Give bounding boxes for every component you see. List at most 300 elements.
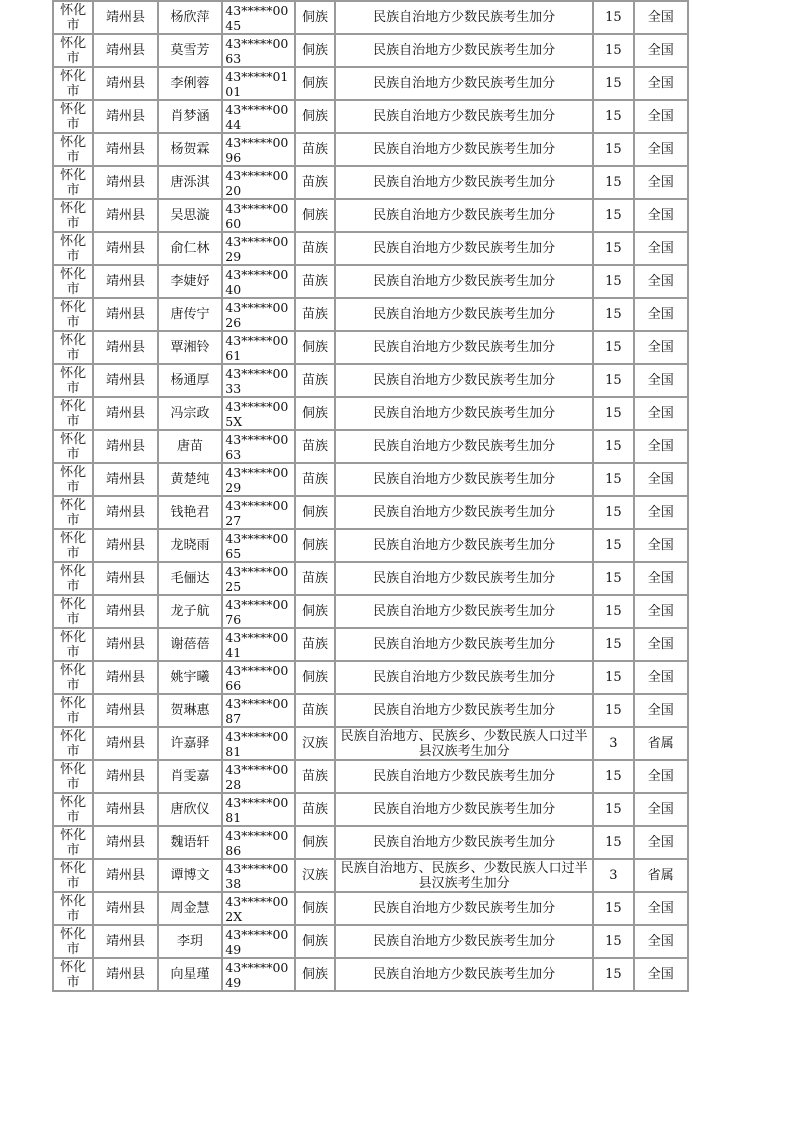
bonus-reason-cell: 民族自治地方少数民族考生加分 [336,365,592,396]
bonus-reason-cell: 民族自治地方少数民族考生加分 [336,101,592,132]
roster-table [52,0,689,992]
id-number-text: 43*****0081 [225,794,289,825]
bonus-points-cell: 15 [594,431,632,462]
city-cell: 怀化市 [54,860,92,891]
name-cell: 覃湘铃 [159,332,222,363]
id-number-text: 43*****0086 [225,827,289,858]
table-row [54,101,687,132]
city-cell: 怀化市 [54,101,92,132]
ethnicity-cell: 苗族 [296,761,334,792]
id-number-cell [223,332,294,363]
bonus-reason-cell: 民族自治地方少数民族考生加分 [336,134,592,165]
id-number-text: 43*****0020 [225,167,289,198]
name-cell: 毛俪达 [159,563,222,594]
bonus-reason-cell: 民族自治地方少数民族考生加分 [336,233,592,264]
city-cell: 怀化市 [54,35,92,66]
county-cell: 靖州县 [94,596,157,627]
id-number-cell [223,35,294,66]
county-cell: 靖州县 [94,794,157,825]
id-number-cell [223,167,294,198]
city-cell: 怀化市 [54,530,92,561]
bonus-points-cell: 15 [594,167,632,198]
county-cell: 靖州县 [94,101,157,132]
bonus-points-cell: 15 [594,332,632,363]
city-cell: 怀化市 [54,2,92,33]
city-cell: 怀化市 [54,563,92,594]
county-cell: 靖州县 [94,398,157,429]
city-cell: 怀化市 [54,299,92,330]
id-number-text: 43*****0028 [225,761,289,792]
scope-cell: 全国 [635,662,687,693]
id-number-cell [223,728,294,759]
table-row [54,596,687,627]
table-row [54,299,687,330]
id-number-cell [223,200,294,231]
bonus-reason-cell: 民族自治地方少数民族考生加分 [336,629,592,660]
city-cell: 怀化市 [54,728,92,759]
county-cell: 靖州县 [94,167,157,198]
scope-cell: 全国 [635,200,687,231]
ethnicity-cell: 侗族 [296,596,334,627]
table-row [54,167,687,198]
city-cell: 怀化市 [54,596,92,627]
name-cell: 姚宇曦 [159,662,222,693]
name-cell: 许嘉驿 [159,728,222,759]
scope-cell: 省属 [635,728,687,759]
bonus-reason-cell: 民族自治地方少数民族考生加分 [336,398,592,429]
county-cell: 靖州县 [94,299,157,330]
county-cell: 靖州县 [94,629,157,660]
scope-cell: 全国 [635,2,687,33]
id-number-text: 43*****002X [225,893,289,924]
city-cell: 怀化市 [54,233,92,264]
table-row [54,893,687,924]
county-cell: 靖州县 [94,266,157,297]
ethnicity-cell: 侗族 [296,35,334,66]
id-number-text: 43*****0063 [225,431,289,462]
bonus-reason-cell: 民族自治地方少数民族考生加分 [336,332,592,363]
bonus-points-cell: 15 [594,794,632,825]
id-number-text: 43*****005X [225,398,289,429]
id-number-cell [223,893,294,924]
name-cell: 黄楚纯 [159,464,222,495]
id-number-text: 43*****0041 [225,629,289,660]
bonus-points-cell: 15 [594,959,632,990]
scope-cell: 全国 [635,464,687,495]
id-number-text: 43*****0026 [225,299,289,330]
ethnicity-cell: 苗族 [296,167,334,198]
county-cell: 靖州县 [94,134,157,165]
ethnicity-cell: 苗族 [296,431,334,462]
id-number-cell [223,959,294,990]
id-number-cell [223,860,294,891]
bonus-reason-cell: 民族自治地方少数民族考生加分 [336,68,592,99]
id-number-text: 43*****0029 [225,464,289,495]
bonus-points-cell: 15 [594,827,632,858]
name-cell: 肖雯嘉 [159,761,222,792]
name-cell: 唐泺淇 [159,167,222,198]
county-cell: 靖州县 [94,761,157,792]
table-row [54,398,687,429]
city-cell: 怀化市 [54,68,92,99]
name-cell: 李玥 [159,926,222,957]
county-cell: 靖州县 [94,926,157,957]
name-cell: 俞仁林 [159,233,222,264]
bonus-points-cell: 3 [594,728,632,759]
id-number-text: 43*****0033 [225,365,289,396]
id-number-cell [223,101,294,132]
table-row [54,794,687,825]
table-row [54,2,687,33]
bonus-points-cell: 15 [594,662,632,693]
bonus-points-cell: 3 [594,860,632,891]
id-number-cell [223,497,294,528]
table-row [54,827,687,858]
name-cell: 杨贺霖 [159,134,222,165]
scope-cell: 全国 [635,926,687,957]
county-cell: 靖州县 [94,332,157,363]
ethnicity-cell: 苗族 [296,365,334,396]
table-row [54,563,687,594]
city-cell: 怀化市 [54,167,92,198]
id-number-cell [223,266,294,297]
bonus-reason-cell: 民族自治地方少数民族考生加分 [336,827,592,858]
city-cell: 怀化市 [54,134,92,165]
table-row [54,662,687,693]
bonus-points-cell: 15 [594,200,632,231]
county-cell: 靖州县 [94,695,157,726]
table-row [54,728,687,759]
table-row [54,695,687,726]
id-number-text: 43*****0076 [225,596,289,627]
name-cell: 唐苗 [159,431,222,462]
county-cell: 靖州县 [94,35,157,66]
county-cell: 靖州县 [94,431,157,462]
table-row [54,134,687,165]
bonus-reason-cell: 民族自治地方少数民族考生加分 [336,464,592,495]
ethnicity-cell: 苗族 [296,629,334,660]
bonus-points-cell: 15 [594,563,632,594]
bonus-points-cell: 15 [594,68,632,99]
table-row [54,233,687,264]
id-number-cell [223,299,294,330]
city-cell: 怀化市 [54,695,92,726]
scope-cell: 全国 [635,893,687,924]
id-number-text: 43*****0025 [225,563,289,594]
id-number-text: 43*****0029 [225,233,289,264]
ethnicity-cell: 侗族 [296,662,334,693]
id-number-text: 43*****0066 [225,662,289,693]
bonus-points-cell: 15 [594,464,632,495]
id-number-cell [223,134,294,165]
ethnicity-cell: 侗族 [296,497,334,528]
id-number-cell [223,365,294,396]
id-number-cell [223,530,294,561]
name-cell: 贺琳惠 [159,695,222,726]
name-cell: 谭博文 [159,860,222,891]
table-row [54,35,687,66]
id-number-text: 43*****0044 [225,101,289,132]
county-cell: 靖州县 [94,893,157,924]
bonus-points-cell: 15 [594,398,632,429]
id-number-text: 43*****0040 [225,266,289,297]
id-number-cell [223,2,294,33]
bonus-reason-cell: 民族自治地方少数民族考生加分 [336,431,592,462]
bonus-reason-cell: 民族自治地方少数民族考生加分 [336,530,592,561]
scope-cell: 全国 [635,332,687,363]
name-cell: 唐传宁 [159,299,222,330]
ethnicity-cell: 侗族 [296,101,334,132]
ethnicity-cell: 侗族 [296,68,334,99]
table-body [54,2,687,990]
bonus-points-cell: 15 [594,761,632,792]
city-cell: 怀化市 [54,464,92,495]
scope-cell: 全国 [635,35,687,66]
id-number-cell [223,695,294,726]
ethnicity-cell: 苗族 [296,464,334,495]
id-number-cell [223,233,294,264]
id-number-cell [223,827,294,858]
name-cell: 杨通厚 [159,365,222,396]
id-number-cell [223,662,294,693]
scope-cell: 全国 [635,530,687,561]
bonus-reason-cell: 民族自治地方少数民族考生加分 [336,926,592,957]
city-cell: 怀化市 [54,761,92,792]
id-number-text: 43*****0060 [225,200,289,231]
county-cell: 靖州县 [94,959,157,990]
name-cell: 钱艳君 [159,497,222,528]
id-number-text: 43*****0045 [225,2,289,33]
id-number-cell [223,563,294,594]
bonus-points-cell: 15 [594,2,632,33]
table-row [54,200,687,231]
id-number-cell [223,761,294,792]
table-row [54,332,687,363]
name-cell: 龙子航 [159,596,222,627]
bonus-reason-cell: 民族自治地方少数民族考生加分 [336,596,592,627]
ethnicity-cell: 汉族 [296,860,334,891]
ethnicity-cell: 苗族 [296,233,334,264]
bonus-reason-cell: 民族自治地方少数民族考生加分 [336,167,592,198]
id-number-text: 43*****0049 [225,926,289,957]
id-number-text: 43*****0081 [225,728,289,759]
scope-cell: 全国 [635,695,687,726]
bonus-points-cell: 15 [594,35,632,66]
bonus-reason-cell: 民族自治地方少数民族考生加分 [336,2,592,33]
table-row [54,761,687,792]
ethnicity-cell: 侗族 [296,2,334,33]
city-cell: 怀化市 [54,398,92,429]
table-row [54,365,687,396]
city-cell: 怀化市 [54,365,92,396]
name-cell: 唐欣仪 [159,794,222,825]
scope-cell: 全国 [635,497,687,528]
bonus-points-cell: 15 [594,134,632,165]
county-cell: 靖州县 [94,200,157,231]
bonus-points-cell: 15 [594,233,632,264]
name-cell: 向星瑾 [159,959,222,990]
city-cell: 怀化市 [54,893,92,924]
id-number-cell [223,464,294,495]
id-number-text: 43*****0087 [225,695,289,726]
city-cell: 怀化市 [54,662,92,693]
id-number-cell [223,629,294,660]
city-cell: 怀化市 [54,200,92,231]
scope-cell: 全国 [635,629,687,660]
bonus-points-cell: 15 [594,530,632,561]
bonus-reason-cell: 民族自治地方少数民族考生加分 [336,794,592,825]
ethnicity-cell: 侗族 [296,893,334,924]
bonus-reason-cell: 民族自治地方少数民族考生加分 [336,662,592,693]
name-cell: 龙晓雨 [159,530,222,561]
name-cell: 谢蓓蓓 [159,629,222,660]
table-row [54,266,687,297]
name-cell: 李婕妤 [159,266,222,297]
county-cell: 靖州县 [94,233,157,264]
ethnicity-cell: 侗族 [296,926,334,957]
scope-cell: 全国 [635,299,687,330]
scope-cell: 省属 [635,860,687,891]
table-row [54,860,687,891]
city-cell: 怀化市 [54,959,92,990]
bonus-reason-cell: 民族自治地方少数民族考生加分 [336,959,592,990]
scope-cell: 全国 [635,596,687,627]
table-row [54,431,687,462]
ethnicity-cell: 苗族 [296,299,334,330]
id-number-text: 43*****0063 [225,35,289,66]
id-number-cell [223,596,294,627]
name-cell: 肖梦涵 [159,101,222,132]
scope-cell: 全国 [635,134,687,165]
county-cell: 靖州县 [94,497,157,528]
city-cell: 怀化市 [54,926,92,957]
ethnicity-cell: 苗族 [296,563,334,594]
bonus-reason-cell: 民族自治地方少数民族考生加分 [336,35,592,66]
scope-cell: 全国 [635,68,687,99]
scope-cell: 全国 [635,959,687,990]
ethnicity-cell: 侗族 [296,827,334,858]
bonus-reason-cell: 民族自治地方少数民族考生加分 [336,563,592,594]
id-number-text: 43*****0038 [225,860,289,891]
table-row [54,926,687,957]
bonus-points-cell: 15 [594,365,632,396]
city-cell: 怀化市 [54,332,92,363]
name-cell: 吴思漩 [159,200,222,231]
ethnicity-cell: 苗族 [296,266,334,297]
id-number-text: 43*****0065 [225,530,289,561]
id-number-cell [223,926,294,957]
id-number-text: 43*****0061 [225,332,289,363]
name-cell: 李俐蓉 [159,68,222,99]
scope-cell: 全国 [635,101,687,132]
id-number-cell [223,431,294,462]
bonus-reason-cell: 民族自治地方少数民族考生加分 [336,497,592,528]
id-number-text: 43*****0096 [225,134,289,165]
city-cell: 怀化市 [54,794,92,825]
ethnicity-cell: 侗族 [296,398,334,429]
name-cell: 冯宗政 [159,398,222,429]
county-cell: 靖州县 [94,662,157,693]
scope-cell: 全国 [635,827,687,858]
id-number-text: 43*****0049 [225,959,289,990]
county-cell: 靖州县 [94,728,157,759]
scope-cell: 全国 [635,233,687,264]
table-row [54,497,687,528]
ethnicity-cell: 苗族 [296,134,334,165]
id-number-cell [223,794,294,825]
bonus-points-cell: 15 [594,893,632,924]
bonus-points-cell: 15 [594,299,632,330]
bonus-points-cell: 15 [594,497,632,528]
bonus-reason-cell: 民族自治地方少数民族考生加分 [336,761,592,792]
scope-cell: 全国 [635,365,687,396]
bonus-reason-cell: 民族自治地方、民族乡、少数民族人口过半县汉族考生加分 [336,728,592,759]
bonus-points-cell: 15 [594,266,632,297]
county-cell: 靖州县 [94,365,157,396]
bonus-points-cell: 15 [594,695,632,726]
ethnicity-cell: 汉族 [296,728,334,759]
ethnicity-cell: 苗族 [296,794,334,825]
ethnicity-cell: 侗族 [296,200,334,231]
county-cell: 靖州县 [94,860,157,891]
scope-cell: 全国 [635,266,687,297]
bonus-reason-cell: 民族自治地方少数民族考生加分 [336,695,592,726]
city-cell: 怀化市 [54,497,92,528]
ethnicity-cell: 苗族 [296,695,334,726]
scope-cell: 全国 [635,167,687,198]
bonus-reason-cell: 民族自治地方少数民族考生加分 [336,200,592,231]
city-cell: 怀化市 [54,431,92,462]
ethnicity-cell: 侗族 [296,959,334,990]
county-cell: 靖州县 [94,563,157,594]
scope-cell: 全国 [635,794,687,825]
scope-cell: 全国 [635,398,687,429]
id-number-text: 43*****0027 [225,497,289,528]
table-row [54,68,687,99]
county-cell: 靖州县 [94,68,157,99]
table-row [54,959,687,990]
name-cell: 莫雪芳 [159,35,222,66]
id-number-cell [223,398,294,429]
city-cell: 怀化市 [54,266,92,297]
id-number-text: 43*****0101 [225,68,289,99]
name-cell: 杨欣萍 [159,2,222,33]
name-cell: 魏语轩 [159,827,222,858]
scope-cell: 全国 [635,563,687,594]
table-row [54,530,687,561]
bonus-points-cell: 15 [594,926,632,957]
id-number-cell [223,68,294,99]
scope-cell: 全国 [635,431,687,462]
county-cell: 靖州县 [94,464,157,495]
table-row [54,629,687,660]
county-cell: 靖州县 [94,530,157,561]
bonus-points-cell: 15 [594,629,632,660]
name-cell: 周金慧 [159,893,222,924]
bonus-points-cell: 15 [594,596,632,627]
table-row [54,464,687,495]
city-cell: 怀化市 [54,629,92,660]
bonus-points-cell: 15 [594,101,632,132]
bonus-reason-cell: 民族自治地方少数民族考生加分 [336,893,592,924]
bonus-reason-cell: 民族自治地方少数民族考生加分 [336,266,592,297]
city-cell: 怀化市 [54,827,92,858]
bonus-reason-cell: 民族自治地方少数民族考生加分 [336,299,592,330]
bonus-reason-cell: 民族自治地方、民族乡、少数民族人口过半县汉族考生加分 [336,860,592,891]
ethnicity-cell: 侗族 [296,332,334,363]
scope-cell: 全国 [635,761,687,792]
county-cell: 靖州县 [94,827,157,858]
